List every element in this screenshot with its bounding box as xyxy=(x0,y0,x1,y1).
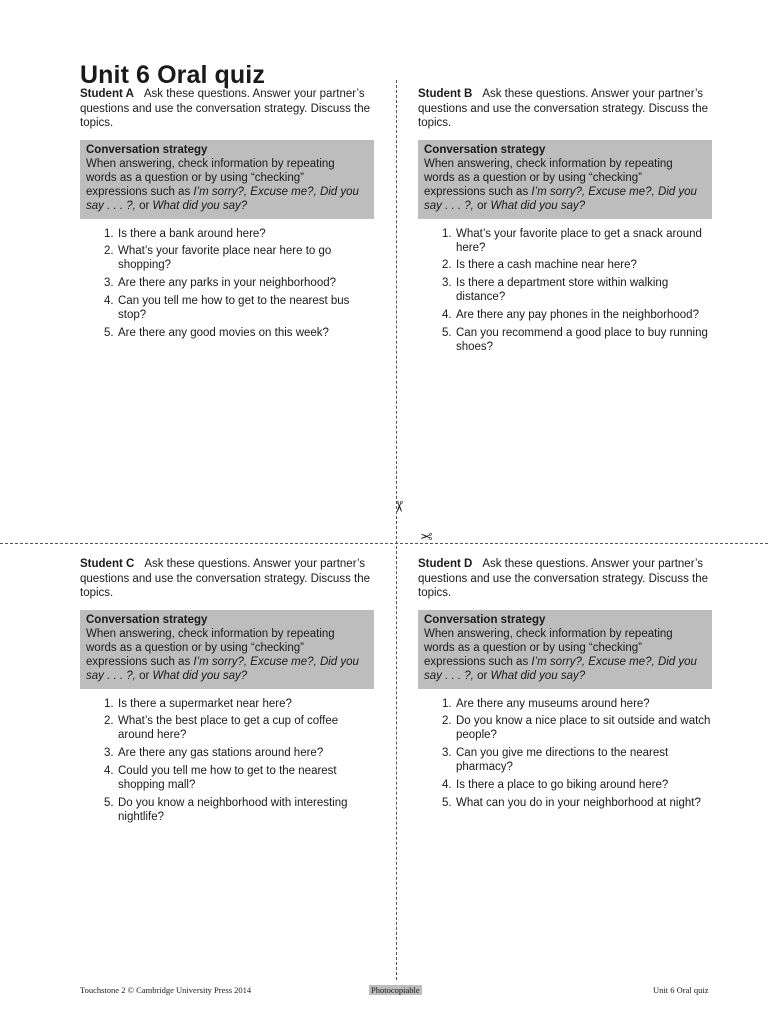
student-d-section xyxy=(418,557,712,813)
question-text: What’s your favorite place near here to go shopping? xyxy=(118,245,332,272)
question-item xyxy=(442,697,712,711)
conversation-strategy-box xyxy=(80,610,374,689)
strategy-title: Conversation strategy xyxy=(424,613,546,626)
student-a-label: Student A xyxy=(80,88,134,100)
strategy-or: or xyxy=(139,200,150,213)
conversation-strategy-box xyxy=(80,140,374,219)
question-item xyxy=(442,276,712,304)
page-title: Unit 6 Oral quiz xyxy=(80,60,265,89)
question-number: 4. xyxy=(104,764,114,777)
question-text: What’s the best place to get a cup of coffee around here? xyxy=(118,715,339,742)
question-text: Is there a bank around here? xyxy=(118,227,266,240)
instructions-text: Ask these questions. Answer your partner’s questions and use the conversation strategy. Discuss the topics. xyxy=(80,88,371,129)
student-b-label: Student B xyxy=(418,88,473,100)
student-d-label: Student D xyxy=(418,558,473,570)
question-text: Are there any museums around here? xyxy=(456,697,650,710)
strategy-title: Conversation strategy xyxy=(86,613,208,626)
strategy-examples: I’m sorry?, Excuse me?, Did you say . . . ?, xyxy=(424,656,697,683)
strategy-examples: I’m sorry?, Excuse me?, Did you say . . . ?, xyxy=(86,186,359,213)
question-text: Can you recommend a good place to buy running shoes? xyxy=(456,326,708,353)
question-list xyxy=(418,697,712,810)
instructions-text: Ask these questions. Answer your partner’s questions and use the conversation strategy. Discuss the topics. xyxy=(80,558,371,599)
vertical-cut-line xyxy=(396,80,397,980)
question-item xyxy=(442,746,712,774)
question-item xyxy=(104,746,374,760)
student-d-instructions xyxy=(418,557,712,601)
question-number: 1. xyxy=(442,697,452,710)
question-item xyxy=(442,227,712,255)
scissors-icon: ✂ xyxy=(420,527,433,544)
instructions-text: Ask these questions. Answer your partner’s questions and use the conversation strategy. Discuss the topics. xyxy=(418,558,709,599)
question-text: Is there a department store within walking distance? xyxy=(456,277,669,304)
question-text: Are there any parks in your neighborhood? xyxy=(118,277,337,290)
horizontal-cut-line xyxy=(0,543,768,544)
conversation-strategy-box xyxy=(418,140,712,219)
question-number: 3. xyxy=(104,277,114,290)
strategy-or: or xyxy=(477,200,488,213)
question-number: 4. xyxy=(442,309,452,322)
strategy-last-example: What did you say? xyxy=(152,200,248,213)
copyright-footer: Touchstone 2 © Cambridge University Press 2014 xyxy=(80,985,252,995)
footer-unit-title: Unit 6 Oral quiz xyxy=(653,985,709,995)
question-text: Can you tell me how to get to the nearest bus stop? xyxy=(118,294,350,322)
question-text: Could you tell me how to get to the nearest shopping mall? xyxy=(118,764,337,792)
question-number: 2. xyxy=(104,715,114,728)
strategy-title: Conversation strategy xyxy=(86,143,208,156)
question-number: 5. xyxy=(442,326,452,339)
question-text: Can you give me directions to the nearest pharmacy? xyxy=(456,747,669,774)
question-number: 1. xyxy=(104,697,114,710)
question-item xyxy=(104,326,374,340)
question-number: 5. xyxy=(104,326,114,339)
question-item xyxy=(104,227,374,241)
strategy-examples: I’m sorry?, Excuse me?, Did you say . . . ?, xyxy=(86,656,359,683)
strategy-or: or xyxy=(477,670,488,683)
question-item xyxy=(442,714,712,742)
question-text: Do you know a neighborhood with interesting nightlife? xyxy=(118,796,348,823)
question-number: 3. xyxy=(104,747,114,760)
student-c-section xyxy=(80,557,374,828)
student-c-instructions xyxy=(80,557,374,601)
strategy-last-example: What did you say? xyxy=(490,200,586,213)
question-item xyxy=(442,258,712,272)
strategy-last-example: What did you say? xyxy=(152,670,248,683)
strategy-or: or xyxy=(139,670,150,683)
question-list xyxy=(418,227,712,355)
question-number: 2. xyxy=(104,245,114,258)
question-text: What can you do in your neighborhood at night? xyxy=(456,796,701,809)
question-number: 3. xyxy=(442,277,452,290)
student-a-instructions xyxy=(80,87,374,131)
question-number: 5. xyxy=(104,796,114,809)
question-text: Are there any good movies on this week? xyxy=(118,326,329,339)
question-item xyxy=(442,326,712,354)
scissors-icon: ✂ xyxy=(389,500,407,513)
question-list xyxy=(80,227,374,340)
question-item xyxy=(104,276,374,290)
instructions-text: Ask these questions. Answer your partner’s questions and use the conversation strategy. Discuss the topics. xyxy=(418,88,709,129)
question-item xyxy=(442,778,712,792)
question-number: 5. xyxy=(442,796,452,809)
question-text: Is there a cash machine near here? xyxy=(456,259,637,272)
question-text: Are there any gas stations around here? xyxy=(118,747,324,760)
strategy-examples: I’m sorry?, Excuse me?, Did you say . . . ?, xyxy=(424,186,697,213)
question-number: 3. xyxy=(442,747,452,760)
question-item xyxy=(104,244,374,272)
question-list xyxy=(80,697,374,825)
question-text: Is there a supermarket near here? xyxy=(118,697,292,710)
question-item xyxy=(104,294,374,322)
question-item xyxy=(104,764,374,792)
question-number: 2. xyxy=(442,715,452,728)
strategy-title: Conversation strategy xyxy=(424,143,546,156)
question-number: 4. xyxy=(104,294,114,307)
question-item xyxy=(442,308,712,322)
strategy-text: When answering, check information by repeating words as a question or by using “checking” expressions such as xyxy=(86,157,335,199)
question-item xyxy=(442,796,712,810)
conversation-strategy-box xyxy=(418,610,712,689)
question-text: Do you know a nice place to sit outside and watch people? xyxy=(456,715,711,742)
question-text: Is there a place to go biking around here? xyxy=(456,779,669,792)
question-number: 2. xyxy=(442,259,452,272)
strategy-last-example: What did you say? xyxy=(490,670,586,683)
strategy-text: When answering, check information by repeating words as a question or by using “checking” expressions such as xyxy=(424,157,673,199)
question-text: Are there any pay phones in the neighborhood? xyxy=(456,309,699,322)
question-item xyxy=(104,714,374,742)
photocopiable-badge: Photocopiable xyxy=(371,985,420,995)
question-item xyxy=(104,697,374,711)
question-item xyxy=(104,796,374,824)
question-number: 4. xyxy=(442,779,452,792)
student-b-instructions xyxy=(418,87,712,131)
question-number: 1. xyxy=(104,227,114,240)
question-number: 1. xyxy=(442,227,452,240)
student-c-label: Student C xyxy=(80,558,135,570)
strategy-text: When answering, check information by repeating words as a question or by using “checking” expressions such as xyxy=(86,627,335,669)
question-text: What’s your favorite place to get a snack around here? xyxy=(456,227,702,254)
strategy-text: When answering, check information by repeating words as a question or by using “checking” expressions such as xyxy=(424,627,673,669)
student-b-section xyxy=(418,87,712,358)
student-a-section xyxy=(80,87,374,343)
